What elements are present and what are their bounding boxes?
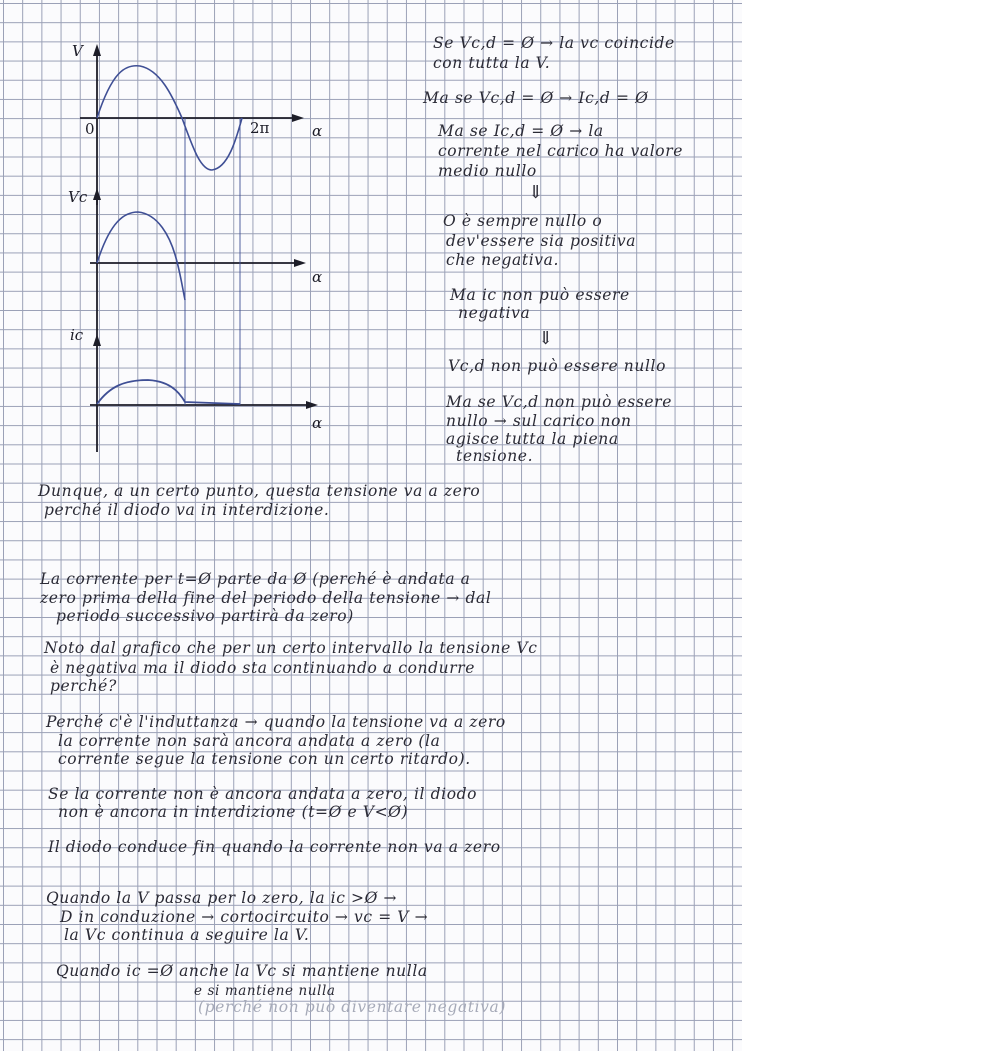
note-line: D in conduzione → cortocircuito → vc = V → [60,908,429,926]
note-line: corrente segue la tensione con un certo ritardo). [58,750,471,768]
note-line: perché? [50,677,117,695]
implication-arrow: ⇓ [538,328,554,349]
note-line: Ma se Ic,d = Ø → la [438,122,604,140]
note-line: Ma se Vc,d non può essere [446,393,672,411]
graph-ic [90,334,318,452]
vc-axis-label: Vc [68,188,88,206]
note-line: Dunque, a un certo punto, questa tensione va a zero [38,482,481,500]
note-line: Perché c'è l'induttanza → quando la tensione va a zero [46,713,506,731]
note-line: Ma se Vc,d = Ø → Ic,d = Ø [423,89,649,107]
ic-x-arrow [306,401,318,409]
note-line: non è ancora in interdizione (t=Ø e V<Ø) [58,803,409,821]
note-line: agisce tutta la piena [446,430,619,448]
ic-curve [97,380,240,404]
note-line: dev'essere sia positiva [446,232,637,250]
x-axis-label-1: α [312,122,323,140]
note-line: O è sempre nullo o [443,212,603,230]
note-line: che negativa. [446,251,559,269]
x-axis-label-3: α [312,414,323,432]
note-line: e si mantiene nulla [194,983,336,999]
note-line: zero prima della fine del periodo della tensione → dal [40,589,492,607]
note-line: Quando ic =Ø anche la Vc si mantiene nulla [56,962,428,980]
vc-curve [97,212,185,300]
note-line: periodo successivo partirà da zero) [56,607,354,625]
note-line: corrente nel carico ha valore [438,142,684,160]
faint-note-line: (perché non può diventare negativa) [198,998,507,1016]
note-line: negativa [458,304,531,322]
vc-y-arrow [93,188,101,200]
note-line: La corrente per t=Ø parte da Ø (perché è andata a [40,570,471,588]
period-label: 2π [250,119,270,137]
origin-label: 0 [85,120,95,138]
note-line: perché il diodo va in interdizione. [44,501,330,519]
ic-axis-label: ic [70,326,84,344]
note-line: Vc,d non può essere nullo [448,357,667,375]
vc-x-arrow [294,259,306,267]
note-line: Ma ic non può essere [450,286,630,304]
note-line: Se Vc,d = Ø → la vc coincide [433,34,675,52]
note-line: la Vc continua a seguire la V. [64,926,310,944]
note-line: tensione. [456,447,534,465]
ic-y-arrow [93,334,101,346]
note-line: Se la corrente non è ancora andata a zero, il diodo [48,785,478,803]
implication-arrow: ⇓ [528,182,544,203]
v-y-arrow [93,44,101,56]
graph-vc [90,188,306,340]
note-line: medio nullo [438,162,537,180]
x-axis-label-2: α [312,268,323,286]
note-line: la corrente non sarà ancora andata a zero (la [58,732,441,750]
note-line: con tutta la V. [433,54,551,72]
v-axis-label: V [72,42,83,60]
note-line: è negativa ma il diodo sta continuando a condurre [50,659,475,677]
note-line: nullo → sul carico non [446,412,632,430]
note-line: Noto dal grafico che per un certo intervallo la tensione Vc [44,639,538,657]
v-x-arrow [292,114,304,122]
note-line: Il diodo conduce fin quando la corrente non va a zero [48,838,501,856]
note-line: Quando la V passa per lo zero, la ic >Ø → [46,889,398,907]
graph-v [80,44,304,205]
